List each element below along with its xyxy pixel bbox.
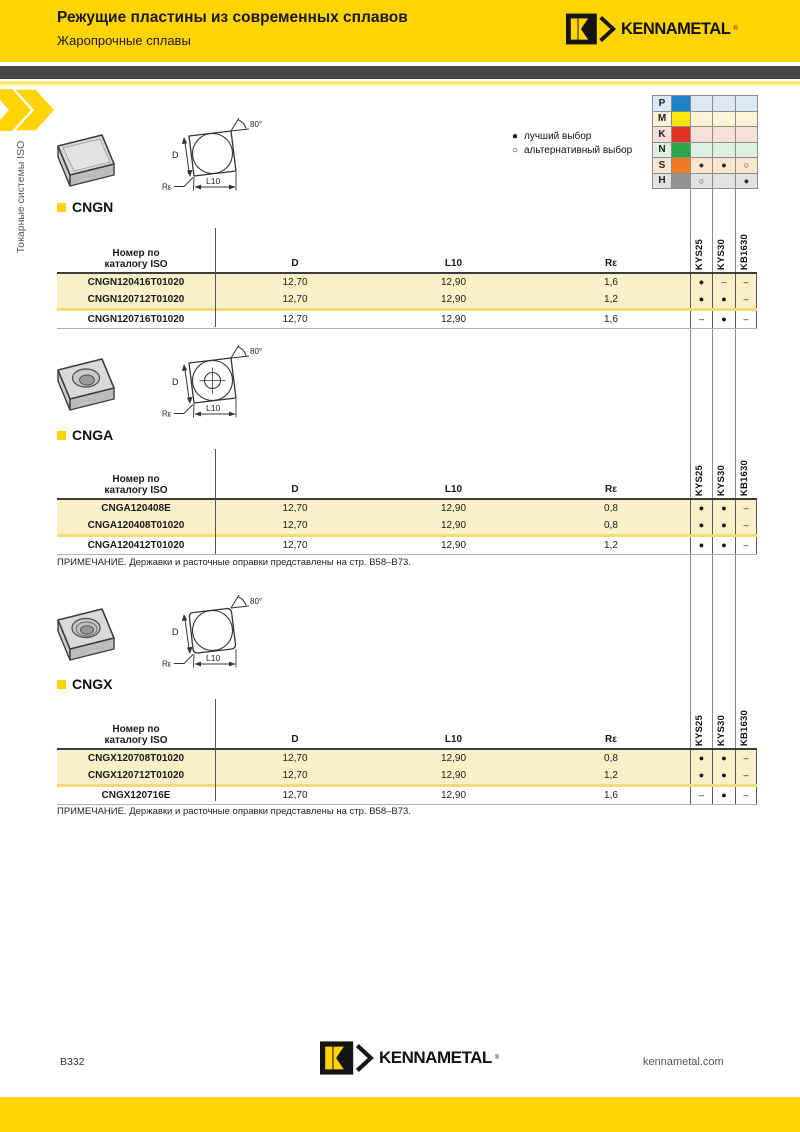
table-row: CNGA120408E 12,70 12,90 0,8 ● ● – (57, 500, 757, 517)
column-header-l10: L10 (444, 484, 463, 495)
cnga-diagram (160, 345, 275, 427)
application-group-legend (652, 95, 758, 189)
grade-header-kb1630: KB1630 (739, 709, 750, 746)
page-title: Режущие пластины из современных сплавов (57, 9, 408, 26)
name-column-divider (215, 228, 216, 327)
color-swatch (672, 174, 691, 190)
page-subtitle: Жаропрочные сплавы (57, 33, 191, 48)
grade-mark: ● (690, 767, 712, 784)
kennametal-mark-icon (320, 1040, 376, 1076)
legend-row-K: K (653, 127, 758, 143)
table-row: CNGX120708T01020 12,70 12,90 0,8 ● ● – (57, 750, 757, 767)
sidebar-section-label: Токарные системы ISO (15, 140, 27, 254)
table-bottom-rule (57, 804, 757, 805)
color-swatch (672, 143, 691, 159)
grade-mark: ● (712, 537, 735, 554)
kennametal-logo-header (566, 12, 738, 46)
open-dot-icon: ○ (512, 145, 519, 156)
grade-header-kys25: KYS25 (694, 464, 705, 496)
dim-re-label: Rε (162, 409, 172, 419)
column-header-re: Rε (605, 484, 617, 495)
legend-row-M: M (653, 112, 758, 128)
section-title-cnga: CNGA (57, 427, 113, 443)
yellow-square-bullet (57, 431, 66, 440)
cngx-table (57, 702, 757, 805)
cnga-table (57, 452, 757, 555)
cngn-table (57, 226, 757, 329)
legend-row-H: H ○ ● (653, 174, 758, 190)
dim-l10-label: L10 (206, 176, 221, 186)
grade-mark: ● (690, 517, 712, 534)
name-column-divider (215, 449, 216, 554)
website-link: kennametal.com (643, 1056, 724, 1068)
grade-mark: ● (690, 537, 712, 554)
legend-row-P: P (653, 96, 758, 112)
grade-mark: ● (690, 750, 712, 767)
grade-mark: – (735, 311, 757, 328)
registered-mark: ® (494, 1055, 500, 1061)
best-choice-row: ● лучший выбор (512, 131, 592, 142)
grade-mark: ● (712, 311, 735, 328)
column-header-re: Rε (605, 258, 617, 269)
angle-label: 80° (250, 120, 263, 129)
dim-re-label: Rε (162, 659, 172, 669)
grade-header-kys30: KYS30 (716, 464, 727, 496)
note-cnga: ПРИМЕЧАНИЕ. Державки и расточные оправки представлены на стр. B58–B73. (57, 557, 411, 568)
cngx-diagram (160, 595, 275, 677)
note-cngx: ПРИМЕЧАНИЕ. Державки и расточные оправки представлены на стр. B58–B73. (57, 806, 411, 817)
dim-d-label: D (172, 150, 179, 160)
column-header-name: Номер по каталогу ISO (104, 474, 168, 496)
color-swatch (672, 112, 691, 128)
column-header-d: D (291, 258, 299, 269)
grade-mark: ● (712, 291, 735, 308)
grade-mark: ● (690, 500, 712, 517)
grade-header-kys30: KYS30 (716, 238, 727, 270)
grade-mark: – (735, 767, 757, 784)
section-title-cngn: CNGN (57, 199, 113, 215)
dim-re-label: Rε (162, 182, 172, 192)
column-header-name: Номер по каталогу ISO (104, 248, 168, 270)
brand-wordmark: KENNAMETAL (379, 1048, 492, 1067)
table-bottom-rule (57, 328, 757, 329)
header-banner (0, 0, 800, 62)
grade-mark: – (690, 787, 712, 804)
color-swatch (672, 158, 691, 174)
table-bottom-rule (57, 554, 757, 555)
table-row: CNGN120416T01020 12,70 12,90 1,6 ● – – (57, 274, 757, 291)
name-column-divider (215, 699, 216, 801)
table-row: CNGX120712T01020 12,70 12,90 1,2 ● ● – (57, 767, 757, 784)
column-header-l10: L10 (444, 258, 463, 269)
angle-label: 80° (250, 347, 263, 356)
cnga-insert-photo (50, 350, 120, 416)
header-accent-line (0, 81, 800, 85)
registered-mark: ® (733, 26, 738, 32)
grade-mark: ● (712, 767, 735, 784)
angle-label: 80° (250, 597, 263, 606)
table-row: CNGA120408T01020 12,70 12,90 0,8 ● ● – (57, 517, 757, 534)
grade-mark: ● (690, 291, 712, 308)
grade-mark: ● (712, 750, 735, 767)
grade-mark: – (735, 537, 757, 554)
grade-mark: – (735, 517, 757, 534)
grade-mark: ● (690, 274, 712, 291)
kennametal-logo-footer (320, 1040, 499, 1076)
dim-l10-label: L10 (206, 403, 221, 413)
column-header-name: Номер по каталогу ISO (104, 724, 168, 746)
legend-row-S: S ● ● ○ (653, 158, 758, 174)
choice-legend (512, 130, 632, 158)
dim-l10-label: L10 (206, 653, 221, 663)
header-dark-bar (0, 66, 800, 79)
grade-header-kys25: KYS25 (694, 714, 705, 746)
grade-mark: – (735, 500, 757, 517)
legend-row-N: N (653, 143, 758, 159)
grade-mark: – (690, 311, 712, 328)
cngx-insert-photo (50, 600, 120, 666)
grade-mark: ● (712, 517, 735, 534)
column-header-re: Rε (605, 734, 617, 745)
grade-mark: ● (712, 500, 735, 517)
column-header-d: D (291, 734, 299, 745)
grade-header-kb1630: KB1630 (739, 233, 750, 270)
color-swatch (672, 127, 691, 143)
grade-mark: ● (712, 787, 735, 804)
table-row: CNGN120716T01020 12,70 12,90 1,6 – ● – (57, 311, 757, 328)
table-row: CNGX120716E 12,70 12,90 1,6 – ● – (57, 787, 757, 804)
filled-dot-icon: ● (512, 131, 519, 142)
yellow-square-bullet (57, 203, 66, 212)
dim-d-label: D (172, 377, 179, 387)
table-row: CNGN120712T01020 12,70 12,90 1,2 ● ● – (57, 291, 757, 308)
column-header-d: D (291, 484, 299, 495)
grade-mark: – (712, 274, 735, 291)
grade-mark: – (735, 750, 757, 767)
brand-wordmark: KENNAMETAL (621, 19, 731, 38)
grade-mark: – (735, 291, 757, 308)
grade-mark: – (735, 274, 757, 291)
grade-header-kys30: KYS30 (716, 714, 727, 746)
dim-d-label: D (172, 627, 179, 637)
section-title-cngx: CNGX (57, 676, 112, 692)
color-swatch (672, 96, 691, 112)
footer-yellow-bar (0, 1097, 800, 1132)
column-header-l10: L10 (444, 734, 463, 745)
alt-choice-row: ○ альтернативный выбор (512, 145, 633, 156)
page-number: B332 (60, 1056, 85, 1068)
kennametal-mark-icon (566, 12, 618, 46)
yellow-square-bullet (57, 680, 66, 689)
cngn-insert-photo (50, 126, 120, 192)
grade-header-kys25: KYS25 (694, 238, 705, 270)
grade-header-kb1630: KB1630 (739, 459, 750, 496)
table-row: CNGA120412T01020 12,70 12,90 1,2 ● ● – (57, 537, 757, 554)
grade-mark: – (735, 787, 757, 804)
cngn-diagram (160, 118, 275, 200)
